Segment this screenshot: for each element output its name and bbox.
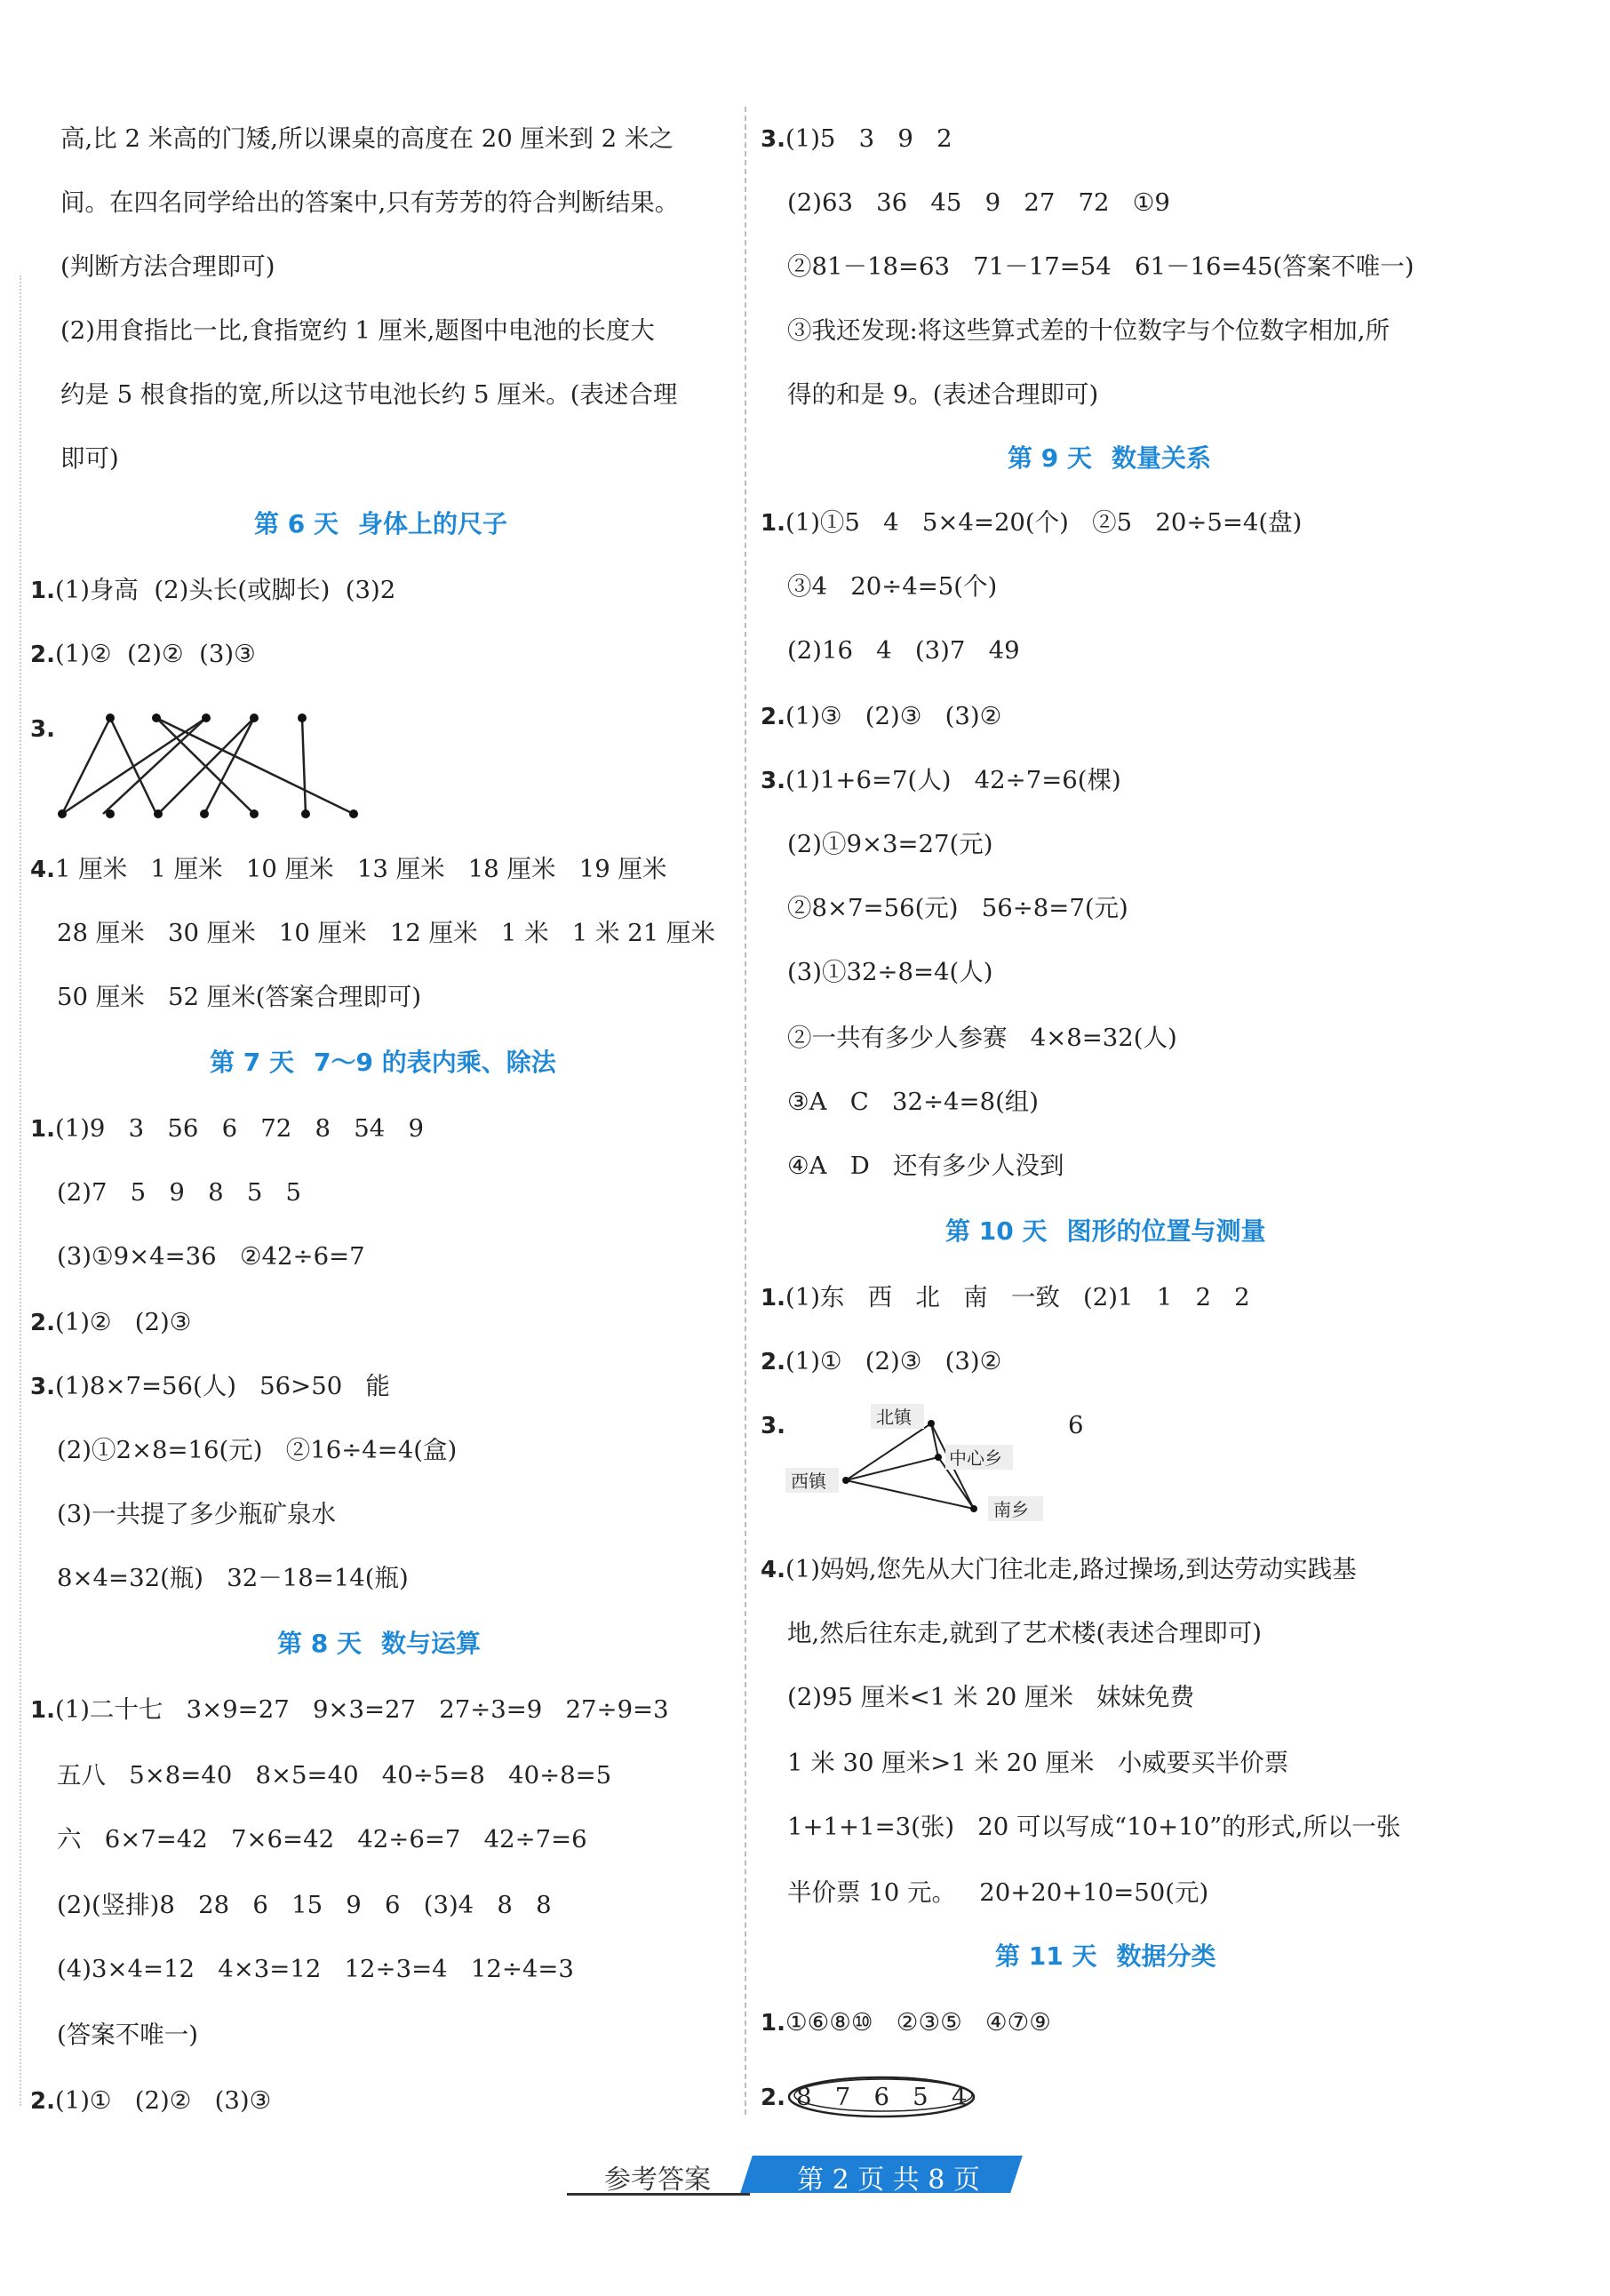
answer-line: 五八 5×8=40 8×5=40 40÷5=8 40÷8=5 <box>57 1761 612 1790</box>
day-number: 第 11 天 <box>995 1941 1097 1971</box>
question-number: 3. <box>30 716 55 743</box>
intro-line: 约是 5 根食指的宽,所以这节电池长约 5 厘米。(表述合理 <box>60 380 678 409</box>
question-number: 4. <box>30 857 55 883</box>
day10-heading <box>945 1214 1285 1249</box>
answer-line: 地,然后往东走,就到了艺术楼(表述合理即可) <box>787 1619 1262 1647</box>
answer-text: (1)5 3 9 2 <box>785 124 952 153</box>
question-number: 1. <box>761 1285 785 1311</box>
day11-q1 <box>761 2005 1051 2041</box>
answer-text: (1)① (2)③ (3)② <box>785 1347 1002 1375</box>
town-map-diagram <box>782 1404 1066 1528</box>
answer-text: (1)妈妈,您先从大门往北走,路过操场,到达劳动实践基 <box>785 1555 1357 1583</box>
question-number: 1. <box>30 578 55 604</box>
intro-line: (2)用食指比一比,食指宽约 1 厘米,题图中电池的长度大 <box>60 316 655 345</box>
question-number: 4. <box>761 1557 785 1583</box>
day-number: 第 8 天 <box>277 1629 362 1658</box>
question-number: 1. <box>761 2010 785 2037</box>
day-topic: 数与运算 <box>380 1629 481 1658</box>
day6-q3 <box>30 711 55 747</box>
answer-text: ①⑥⑧⑩ ②③⑤ ④⑦⑨ <box>785 2008 1051 2037</box>
map-label-north: 北镇 <box>876 1407 912 1428</box>
day6-heading <box>254 506 527 542</box>
question-number: 3. <box>761 1413 785 1439</box>
answer-line: (2)(竖排)8 28 6 15 9 6 (3)4 8 8 <box>57 1891 552 1919</box>
answer-line: 得的和是 9。(表述合理即可) <box>787 380 1099 409</box>
answer-line: ②8×7=56(元) 56÷8=7(元) <box>787 894 1128 922</box>
answer-line: (2)16 4 (3)7 49 <box>787 636 1020 665</box>
answer-line: (2)7 5 9 8 5 5 <box>57 1178 302 1207</box>
answer-text: (1)② (2)② (3)③ <box>54 640 256 668</box>
day7-q1 <box>30 1111 424 1147</box>
day-number: 第 7 天 <box>210 1048 294 1077</box>
day11-heading <box>995 1939 1235 1974</box>
question-number: 3. <box>761 126 785 153</box>
day11-q2 <box>761 2079 785 2116</box>
map-label-center: 中心乡 <box>949 1447 1002 1469</box>
day9-q1 <box>761 505 1302 541</box>
question-number: 1. <box>30 1116 55 1143</box>
answer-line: 六 6×7=42 7×6=42 42÷6=7 42÷7=6 <box>57 1825 587 1854</box>
day-topic: 7～9 的表内乘、除法 <box>313 1048 556 1077</box>
answer-text: (1)二十七 3×9=27 9×3=27 27÷3=9 27÷9=3 <box>54 1695 669 1724</box>
map-label-west: 西镇 <box>791 1471 826 1492</box>
answer-text: (1)①5 4 5×4=20(个) ②5 20÷5=4(盘) <box>785 508 1303 537</box>
day-number: 第 6 天 <box>254 509 339 538</box>
day9-q3 <box>761 762 1121 799</box>
day8-q1 <box>30 1692 669 1728</box>
day-number: 第 9 天 <box>1008 443 1092 473</box>
day-number: 第 10 天 <box>945 1216 1048 1246</box>
footer-page-number: 第 2 页 共 8 页 <box>797 2164 980 2196</box>
answer-text: (1)② (2)③ <box>54 1308 192 1336</box>
answer-line: ②一共有多少人参赛 4×8=32(人) <box>787 1024 1177 1052</box>
answer-line: 50 厘米 52 厘米(答案合理即可) <box>57 983 422 1011</box>
question-number: 2. <box>761 704 785 730</box>
answer-text: (1)1+6=7(人) 42÷7=6(棵) <box>785 766 1121 794</box>
left-margin-rule <box>20 275 21 2106</box>
question-number: 2. <box>30 642 55 668</box>
q3-answer: 6 <box>1068 1411 1084 1439</box>
answer-text: (1)9 3 56 6 72 8 54 9 <box>54 1114 424 1143</box>
footer-label: 参考答案 <box>604 2164 711 2196</box>
day8-heading <box>277 1626 500 1662</box>
question-number: 2. <box>761 2085 785 2111</box>
answer-line: 半价票 10 元。 20+20+10=50(元) <box>787 1878 1209 1907</box>
answer-line: (2)63 36 45 9 27 72 ①9 <box>787 188 1170 217</box>
day-topic: 身体上的尺子 <box>357 509 507 538</box>
day6-q1 <box>30 572 395 609</box>
answer-line: (2)95 厘米<1 米 20 厘米 妹妹免费 <box>787 1683 1195 1711</box>
intro-line: 即可) <box>60 444 119 473</box>
question-number: 2. <box>761 1349 785 1375</box>
day-topic: 图形的位置与测量 <box>1066 1216 1266 1246</box>
answer-line: ②81－18=63 71－17=54 61－16=45(答案不唯一) <box>787 252 1415 281</box>
answer-text: (1)东 西 北 南 一致 (2)1 1 2 2 <box>785 1283 1250 1311</box>
answer-line: (2)①9×3=27(元) <box>787 830 993 858</box>
answer-line: ③A C 32÷4=8(组) <box>787 1088 1040 1116</box>
question-number: 3. <box>761 768 785 794</box>
day8-q2 <box>30 2083 271 2119</box>
question-number: 1. <box>761 510 785 537</box>
answer-text: (1)8×7=56(人) 56>50 能 <box>54 1372 390 1400</box>
map-label-south: 南乡 <box>993 1499 1029 1520</box>
question-number: 2. <box>30 2088 55 2115</box>
answer-line: (3)一共提了多少瓶矿泉水 <box>57 1500 336 1528</box>
answer-line: (2)①2×8=16(元) ②16÷4=4(盒) <box>57 1436 458 1464</box>
day-topic: 数量关系 <box>1111 443 1211 473</box>
answer-line: 8×4=32(瓶) 32－18=14(瓶) <box>57 1564 409 1592</box>
answer-line: 1+1+1=3(张) 20 可以写成“10+10”的形式,所以一张 <box>787 1813 1401 1841</box>
answer-text: (1)① (2)② (3)③ <box>54 2086 272 2115</box>
day9-heading <box>1008 441 1231 476</box>
day10-q1 <box>761 1280 1250 1316</box>
day10-q2 <box>761 1343 1001 1380</box>
question-number: 2. <box>30 1310 55 1336</box>
answer-text: (1)③ (2)③ (3)② <box>785 702 1002 730</box>
answer-line: ③4 20÷4=5(个) <box>787 572 998 601</box>
answer-text: 1 厘米 1 厘米 10 厘米 13 厘米 18 厘米 19 厘米 <box>54 855 667 883</box>
day10-q4 <box>761 1551 1357 1588</box>
question-number: 3. <box>30 1374 55 1400</box>
matching-lines-diagram <box>53 711 364 826</box>
cont-q3 <box>761 121 952 157</box>
answer-line: (3)①32÷8=4(人) <box>787 958 993 986</box>
answer-line: (3)①9×4=36 ②42÷6=7 <box>57 1242 365 1271</box>
day9-q2 <box>761 698 1001 735</box>
day7-heading <box>210 1045 576 1080</box>
sequence-numbers: 8 7 6 5 4 <box>796 2083 968 2111</box>
intro-line: 间。在四名同学给出的答案中,只有芳芳的符合判断结果。 <box>60 188 680 217</box>
day6-q2 <box>30 636 256 673</box>
answer-text: (1)身高 (2)头长(或脚长) (3)2 <box>54 576 396 604</box>
answer-line: ④A D 还有多少人没到 <box>787 1152 1064 1180</box>
intro-line: (判断方法合理即可) <box>60 252 275 281</box>
answer-line: (4)3×4=12 4×3=12 12÷3=4 12÷4=3 <box>57 1955 574 1983</box>
day7-q3 <box>30 1368 390 1405</box>
answer-line: 28 厘米 30 厘米 10 厘米 12 厘米 1 米 1 米 21 厘米 <box>57 919 716 947</box>
intro-line: 高,比 2 米高的门矮,所以课桌的高度在 20 厘米到 2 米之 <box>60 124 673 153</box>
answer-line: ③我还发现:将这些算式差的十位数字与个位数字相加,所 <box>787 316 1391 345</box>
column-divider <box>745 107 746 2115</box>
day7-q2 <box>30 1304 191 1341</box>
day-topic: 数据分类 <box>1116 1941 1216 1971</box>
answer-line: (答案不唯一) <box>57 2021 198 2049</box>
question-number: 1. <box>30 1697 55 1724</box>
day6-q4 <box>30 851 667 888</box>
answer-line: 1 米 30 厘米>1 米 20 厘米 小威要买半价票 <box>787 1749 1289 1777</box>
